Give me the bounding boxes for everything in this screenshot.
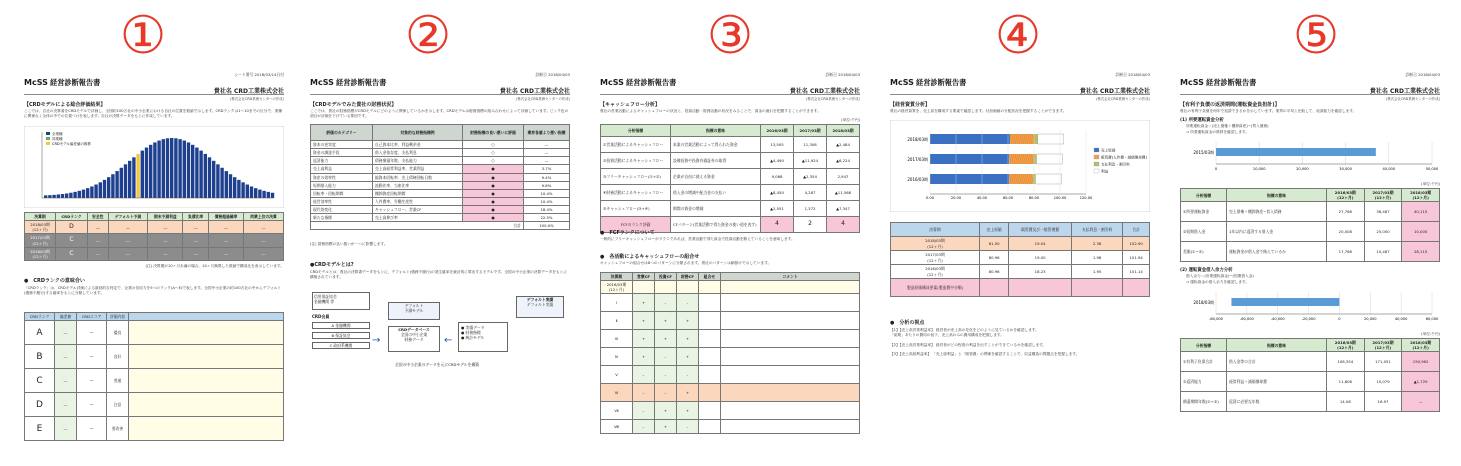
legend-swatch <box>1094 148 1099 152</box>
table-row: Ⅵ – – + <box>601 384 860 402</box>
histogram-bar <box>99 182 102 198</box>
table-row: ①営業活動によるキャッシュフロー 本業の営業活動によって得られた資金 13,505 11,308 ▲2,484 <box>601 137 860 153</box>
report-page-4 <box>886 66 1154 462</box>
company-name: 貴社名 CRD工業株式会社 <box>499 88 570 95</box>
default-list-box: ● 実績データ ● 財務指標 ● 統計モデル <box>458 322 508 352</box>
tick-label: 40,000 <box>1394 317 1408 321</box>
header-rule <box>24 94 284 95</box>
histogram-bar <box>90 186 93 198</box>
diagram-caption: 全国の中小企業のデータを元にCRDモデルを構築 <box>395 362 479 367</box>
tick-label: 40.00 <box>976 196 988 200</box>
table-row: Ⅰ + – – <box>601 294 860 312</box>
histogram-bar <box>136 154 139 198</box>
section-title: 【CRDモデルでみた貴社の財務状況】 <box>310 102 397 108</box>
report-page-1 <box>20 66 288 462</box>
table-row: 新たな指標 売上高伸び率 ● 22.5% <box>311 214 570 222</box>
tick-label: 20.00 <box>950 196 962 200</box>
tick-label: -20,000 <box>1301 317 1316 321</box>
histogram-bar <box>132 157 135 198</box>
legend-label: 利益 <box>1101 169 1109 174</box>
legend-same: 同業種 <box>52 137 63 141</box>
col-period: 決算期 <box>25 213 56 221</box>
table-row: 償還期間年数(①÷②) 返済に必要な年数 14.08 16.97 — <box>1181 392 1440 412</box>
tick-label: 100.00 <box>1053 196 1067 200</box>
tick-label: 30,000 <box>1339 167 1352 171</box>
col-debt: 負債比率 <box>183 213 209 221</box>
doc-title: 経営診断報告書 <box>626 78 677 87</box>
combo-title: ● 各活動によるキャッシュフローの組合せ <box>600 254 700 260</box>
tick-label: 50,000 <box>1425 167 1439 171</box>
fcf-text: 一般的にフリーキャッシュフローがプラスであれば、営業活動で得た資金で投資活動を賄えていることを意味します。 <box>600 237 795 241</box>
company-name: 貴社名 CRD工業株式会社 <box>1079 88 1150 95</box>
doc-title: 経営診断報告書 <box>50 78 101 87</box>
rank-text: 「CRDランク」は、CRDモデル評価による最終的な判定で、企業の信用力を5つのランク(A～E)で表します。全国中小企業の約100万社の中からデフォルト(債務不履行)する確率をもとに分類しています。 <box>24 286 282 296</box>
section-title: 【CRDモデルによる総合評価結果】 <box>24 102 106 108</box>
table-row: 資本の充実度 自己資本比率、利益剰余金 ○ — <box>311 141 570 149</box>
table-row: ②短期借入金 1年以内に返済する借入金 20,008 25,000 10,000 <box>1181 222 1440 242</box>
sub-title-2: (2) 運転資金借入余力分析 <box>1180 268 1233 273</box>
date-meta: 診断日 2018/04/03 <box>1115 72 1150 77</box>
legend-swatch <box>1094 162 1099 166</box>
histogram-bar <box>124 164 127 198</box>
table-row: 製造原価構成要素(製造費中分類) <box>891 279 1150 297</box>
histogram-bar <box>204 154 207 198</box>
intro-text: 貴社の営業活動によるキャッシュフローの状況と、投資活動・財務活動の状況をみることで、資金の流れを把握することができます。 <box>600 109 821 113</box>
col-rank: CRDランク <box>56 213 88 221</box>
histogram-bar <box>191 145 194 198</box>
category-label: 2016/03期 <box>907 177 928 182</box>
company-name: 貴社名 CRD工業株式会社 <box>213 88 284 95</box>
default-box: デフォルト実績 デフォルト実績 <box>516 296 564 318</box>
database-box: CRDデータベース 全国の中小企業 財務データ <box>388 326 440 352</box>
bullet-1: ⇒ 所要運転資金の推移を確認します。 <box>1186 130 1249 134</box>
working-capital-table: 分析指標 指標の意味 2016/03期 (12ヶ月) 2017/03期 (12ヶ月) 2018/03期 (12ヶ月) ①所要運転資金 売上債権＋棚卸資産−買入債務 27,768 36,487 40,115 ②短期借入金 1年以内に返済する借入金 20,008 25,000 10,000 差額(①−②) 運転資金が借入金で賄えているか 17,768 10,487 28,115 <box>1180 188 1440 262</box>
histogram-bar <box>199 151 202 198</box>
histogram-bar <box>174 138 177 198</box>
header-rule <box>1180 94 1440 95</box>
doc-title: 経営診断報告書 <box>336 78 387 87</box>
date-meta: 診断日 2018/04/03 <box>1405 72 1440 77</box>
table-row: D ― ～ 注意 <box>25 393 284 417</box>
histogram-bar <box>241 182 244 198</box>
histogram-bar <box>170 138 173 198</box>
histogram-bar <box>246 185 249 198</box>
histogram-bar <box>57 194 60 198</box>
histogram-bar <box>254 188 257 198</box>
cost-structure-chart <box>890 120 1150 212</box>
histogram-bar <box>262 191 265 198</box>
histogram-bar <box>44 195 47 198</box>
histogram-bar <box>111 174 114 198</box>
member-item: B 保証協会 <box>312 332 370 339</box>
histogram-bar <box>86 188 89 198</box>
intro-text: ここでは、貴社の財務指標がCRDモデルにどのように関係しているかを示します。CRDモデルは財務指標の組み合わせによって評価しています。ピンク色の項目が評価を下げている要因です。 <box>310 109 569 119</box>
table-row: ①有利子負債合計 借入金等の合計 106,354 171,051 150,962 <box>1181 352 1440 372</box>
table-row: ②返済能力 経常利益＋減価償却費 11,806 10,079 ▲1,729 <box>1181 372 1440 392</box>
table-row: ⑤キャッシュフロー(③+④) 期間の資金の増減 ▲2,551 1,372 ▲7,347 <box>601 201 860 217</box>
unit-label: (単位:千円) <box>1421 182 1440 186</box>
histogram-bar <box>237 180 240 198</box>
section-title: 【経営資質分析】 <box>890 102 931 108</box>
data-bar <box>1216 148 1376 156</box>
table-row: ④財務活動によるキャッシュフロー 借入金の増減や配当金の支払い ▲8,450 4,287 ▲11,568 <box>601 185 860 201</box>
histogram-bar <box>52 195 55 198</box>
col-insolvency: 債務超過確率 <box>208 213 243 221</box>
arrow-right-icon: → <box>372 335 381 346</box>
histogram-bar <box>271 193 274 198</box>
stacked-bar-segment <box>930 174 1009 184</box>
stacked-bar-segment <box>1037 154 1063 164</box>
tick-label: 120.00 <box>1079 196 1093 200</box>
histogram-bar <box>120 168 123 198</box>
table-row: ②投資活動によるキャッシュフロー 設備投資や投資有価証券の取得 ▲4,490 ▲11,924 ▲6,224 <box>601 153 860 169</box>
tick-label: 10,000 <box>1252 167 1266 171</box>
header-rule <box>600 94 860 95</box>
table-row: E ― ～ 要改善 <box>25 417 284 441</box>
member-title: CRD会員 <box>312 314 330 319</box>
histogram-bar <box>187 142 190 198</box>
histogram-bar <box>178 139 181 198</box>
tick-label: 0.00 <box>925 196 935 200</box>
tick-label: 0 <box>1338 317 1341 321</box>
arrow-left-icon: ← <box>444 335 453 346</box>
histogram-bar <box>149 145 152 198</box>
page-number-5: ⑤ <box>1292 6 1340 66</box>
crd-model-diagram <box>312 292 568 402</box>
member-box: 信用保証協会 金融機関 等 <box>312 292 370 310</box>
header-note: (株式会社CRD業務センターの作成) <box>230 97 284 101</box>
date-meta: 診断日 2018/04/03 <box>825 72 860 77</box>
cashflow-table: 分析指標 指標の意味 2016/03期 2017/03期 2018/03期 ①営業活動によるキャッシュフロー 本業の営業活動によって得られた資金 13,505 11,308 ▲2,484 ②投資活動によるキャッシュフロー 設備投資や投資有価証券の取得 ▲4,490 ▲11,924 ▲6,224 ③フリーキャッシュフロー(①+②) 企業が自由に使える資金 9,068 ▲2,354 2,947 ④財務活動によるキャッシュフロー 借入金の増減や配当金の支払い ▲8,450 4,287 ▲11,568 ⑤キャッシュフロー(③+④) 期間の資金の増減 ▲2,551 1,372 ▲7,347 FCFのランク評価 CFパターン(営業活動で得た資金の使い道を表す) 4 2 4 <box>600 124 860 233</box>
tick-label: 0 <box>1214 167 1218 171</box>
company-name: 貴社名 CRD工業株式会社 <box>789 88 860 95</box>
header-note: (株式会社CRD業務センターの作成) <box>1386 97 1440 101</box>
fcf-title: ● FCFランクについて <box>600 230 655 236</box>
header-note: (株式会社CRD業務センターの作成) <box>806 97 860 101</box>
table-row: C ― ～ 普通 <box>25 369 284 393</box>
histogram-bar <box>208 157 211 198</box>
histogram-bar <box>258 190 261 198</box>
category-label: 2018/03期 <box>907 137 928 142</box>
stacked-bar-segment <box>930 134 1010 144</box>
table-row: FCFのランク評価 CFパターン(営業活動で得た資金の使い道を表す) 4 2 4 <box>601 217 860 233</box>
crd-category-table: 評価のカテゴリー 対象的な財務指標例 財務指標の良い悪いに評価 業界各値より悪い指標 資本の充実度 自己資本比率、利益剰余金 ○ — 資金の調達手段 借入金依存度、支払利息 ○ — 返済能力 債務償還年数、支払能力 ○ — 売上高利益 売上高経常利益率、営業利益 ● 3.7% 資産の効率性 総資本回転率、売上債権回転日数 ● 9.4% 短期借入能力 流動比率、当座比率 ● 9.8% 回転率・回転期間 棚卸資産回転期間 ● 10.4% 経営効率性 人件費率、労働生産性 ● 10.4% 現代的変化 キャッシュフロー、営業CF ● 18.4% 新たな指標 売上高伸び率 ● 22.5% 合計 100.0% <box>310 124 570 230</box>
header-rule <box>890 94 1150 95</box>
rank-section-title: ● CRDランクの意味合い <box>24 278 85 284</box>
mcss-logo: McSS <box>24 78 48 87</box>
table-row: 2017/03期 (12ヶ月) 80.96 19.00 1.98 101.94 <box>891 251 1150 265</box>
col-upper: 同業上位の決算 <box>244 213 284 221</box>
histogram-bar <box>73 192 76 198</box>
table-footnote: (注) 財務指標の良い悪いが一つに影響します。 <box>310 242 388 246</box>
table-row: Ⅷ – + – <box>601 420 860 434</box>
analysis-text: 【1】【売上高営業利益率】 経営者が売上高の変化をどのように見ているかを確認します。 「前期」あたりの費用の低下、売上高のみの費用構成を把握します。 【2】【売上高営業利益率】 経営者がどの程度の利益を出すことができているかを確認します。 【3】【売上高総利益率】 「売上総利益」と「販管費」の関係を確認することで、収益構造の問題点を把握します。 <box>890 328 1080 357</box>
table-row: 2016/03期 (12ヶ月) <box>601 281 860 294</box>
mcss-logo: McSS <box>310 78 334 87</box>
histogram-bar <box>220 168 223 198</box>
table-row: 2018/03期 (12ヶ月) D ― ― ― ― ― ― <box>25 221 284 234</box>
table-row: 差額(①−②) 運転資金が借入金で賄えているか 17,768 10,487 28,115 <box>1181 242 1440 262</box>
cost-table: 決算期 売上原価 販管費及び一般管理費 支払利息・割引料 合計 2018/03期 (12ヶ月) 61.50 19.04 2.36 102.90 2017/03期 (12ヶ月) 80.96 19.00 1.98 101.94 2016/03期 (12ヶ月) 80.96 18.23 1.95 101.14 製造原価構成要素(製造費中分類) <box>890 222 1150 297</box>
formula-1: 所要運転資金＝(売上債権＋棚卸資産)−(買入債務) <box>1186 124 1269 128</box>
legend-label: 売上原価 <box>1101 148 1116 153</box>
sheet-meta: シート番号 2018/03/14日付 <box>234 72 284 77</box>
mcss-logo: McSS <box>600 78 624 87</box>
model-box: デフォルト 予測モデル <box>388 302 440 320</box>
intro-text: 貴社の経営資質を、売上高を構成する要素で確認します。付加価値の分配状況を把握することができます。 <box>890 109 1067 113</box>
table-row: Ⅶ – + + <box>601 402 860 420</box>
stacked-bar-segment <box>1035 134 1038 144</box>
table-row: 返済能力 債務償還年数、支払能力 ○ — <box>311 157 570 165</box>
intro-text: ここでは、自社の決算書をCRDモデルで評価し、全国約100万社の中小企業における自社の位置を数値で示します。CRDランクは1～10までの区分で、業種に関係なく全体の中での位置づけを表します。自社の決算データをもとに作成しています。 <box>24 109 283 119</box>
table-row: 短期借入能力 流動比率、当座比率 ● 9.8% <box>311 181 570 189</box>
histogram-bar <box>157 141 160 198</box>
table-row: 売上高利益 売上高経常利益率、営業利益 ● 3.7% <box>311 165 570 173</box>
histogram-bar <box>103 180 106 198</box>
legend-trend: CRDモデル偏差値の推移 <box>52 142 91 146</box>
histogram-bar <box>195 148 198 198</box>
histogram-bar <box>233 177 236 198</box>
doc-title: 経営診断報告書 <box>916 78 967 87</box>
page-number-3: ③ <box>706 6 754 66</box>
legend-label: 販管費(人件費・減価償却費) <box>1101 155 1147 160</box>
table-footnote: (注) 決算期が10ヶ月未満の場合、10ヶ月換算した数値で構成比を表示しています。 <box>145 264 284 268</box>
crd-histogram <box>24 126 284 208</box>
crd-model-text: CRDモデルとは、貴社の決算書データをもとに、デフォルト(債務不履行)の発生確率を統計的に算出するモデルです。全国の中小企業の決算データをもとに構築されています。 <box>310 270 568 280</box>
doc-title: 経営診断報告書 <box>1206 78 1257 87</box>
tick-label: 20,000 <box>1296 167 1309 171</box>
section-title: 【有利子負債の返済期間(運転資金負担計)】 <box>1180 102 1280 108</box>
col-profit: 期末予測利益 <box>148 213 183 221</box>
table-row: 資金の調達手段 借入金依存度、支払利息 ○ — <box>311 149 570 157</box>
stacked-bar-segment <box>1033 174 1036 184</box>
table-row: Ⅴ – – – <box>601 366 860 384</box>
stacked-bar-segment <box>1035 174 1061 184</box>
table-row: 資産の効率性 総資本回転率、売上債権回転日数 ● 9.4% <box>311 173 570 181</box>
histogram-bar <box>115 171 118 198</box>
tick-label: 80.00 <box>1028 196 1040 200</box>
intro-text: 貴社の有利子負債を何年で返済できるかを示しています。業界の平均と比較して、返済能力を確認します。 <box>1180 109 1357 113</box>
mcss-logo: McSS <box>1180 78 1204 87</box>
working-capital-chart <box>1180 138 1440 182</box>
formula-2: 借入余力＝(所要運転資金)−(短期借入金) <box>1186 274 1254 278</box>
table-row: Ⅲ + + + <box>601 330 860 348</box>
tick-label: -60,000 <box>1239 317 1254 321</box>
table-row: 経営効率性 人件費率、労働生産性 ● 10.4% <box>311 197 570 205</box>
table-row: 2018/03期 (12ヶ月) 61.50 19.04 2.36 102.90 <box>891 237 1150 251</box>
histogram-bar <box>212 161 215 198</box>
page-number-2: ② <box>404 6 452 66</box>
crd-model-title: ●CRDモデルとは? <box>310 262 354 268</box>
histogram-bar <box>82 190 85 198</box>
histogram-bar <box>153 142 156 198</box>
histogram-bar <box>216 164 219 198</box>
legend-all: 全業種 <box>52 132 63 136</box>
histogram-bar <box>128 161 131 198</box>
crd-result-table <box>24 212 284 261</box>
tick-label: 40,000 <box>1382 167 1396 171</box>
histogram-bar <box>48 195 51 198</box>
date-meta: 診断日 2018/04/03 <box>535 72 570 77</box>
col-safety: 安全性 <box>87 213 108 221</box>
member-item: A 金融機関 <box>312 322 370 329</box>
table-row: ①所要運転資金 売上債権＋棚卸資産−買入債務 27,768 36,487 40,115 <box>1181 202 1440 222</box>
table-row: Ⅱ + + + <box>601 312 860 330</box>
histogram-bar <box>107 177 110 198</box>
debt-table: 分析指標 指標の意味 2016/03期 (12ヶ月) 2017/03期 (12ヶ月) 2018/03期 (12ヶ月) ①有利子負債合計 借入金等の合計 106,354 171,051 150,962 ②返済能力 経常利益＋減価償却費 11,806 10,079 ▲1,729 償還期間年数(①÷②) 返済に必要な年数 14.08 16.97 — <box>1180 338 1440 412</box>
report-page-2 <box>306 66 574 462</box>
page-number-4: ④ <box>994 6 1042 66</box>
histogram-bar <box>78 191 81 198</box>
table-row: ③フリーキャッシュフロー(①+②) 企業が自由に使える資金 9,068 ▲2,354 2,947 <box>601 169 860 185</box>
category-label: 2017/03期 <box>907 157 928 162</box>
legend-swatch <box>1094 155 1099 159</box>
mcss-logo: McSS <box>890 78 914 87</box>
table-row: 現代的変化 キャッシュフロー、営業CF ● 18.4% <box>311 206 570 214</box>
tick-label: 60,000 <box>1425 317 1439 321</box>
histogram-bar <box>267 192 270 198</box>
histogram-bar <box>162 139 165 198</box>
table-row: A ― ～ 優良 <box>25 321 284 345</box>
histogram-bar <box>250 186 253 198</box>
histogram-bar <box>141 151 144 198</box>
tick-label: -80,000 <box>1209 317 1223 321</box>
borrowing-capacity-chart <box>1180 288 1440 332</box>
table-row: 2016/03期 (12ヶ月) C ― ― ― ― ― ― <box>25 247 284 260</box>
category-label: 2018/03期 <box>1193 300 1214 305</box>
histogram-bar <box>225 171 228 198</box>
sub-title-1: (1) 所要運転資金分析 <box>1180 118 1224 123</box>
combo-text: キャッシュフローの組合せは8つのパターンに分類されます。貴社のパターンは網掛けで示しています。 <box>600 261 772 265</box>
table-row: B ― ～ 良好 <box>25 345 284 369</box>
tick-label: -40,000 <box>1270 317 1285 321</box>
unit-label: (単位:千円) <box>1421 332 1440 336</box>
histogram-bar <box>145 148 148 198</box>
stacked-bar-segment <box>930 154 1009 164</box>
report-page-3 <box>596 66 864 462</box>
bullet-2: ⇒ 運転資金の借入余力を確認します。 <box>1186 280 1249 284</box>
stacked-bar-segment <box>1034 154 1037 164</box>
histogram-bar <box>94 185 97 198</box>
table-row: 2016/03期 (12ヶ月) 80.96 18.23 1.95 101.14 <box>891 265 1150 279</box>
member-item: C 政府系機関 <box>312 342 370 349</box>
histogram-bar <box>65 193 68 198</box>
col-default: デフォルト予測 <box>108 213 148 221</box>
section-title: 【キャッシュフロー分析】 <box>600 102 660 108</box>
table-row: 2017/03期 (12ヶ月) C ― ― ― ― ― ― <box>25 234 284 247</box>
header-rule <box>310 94 570 95</box>
header-note: (株式会社CRD業務センターの作成) <box>516 97 570 101</box>
histogram-bar <box>166 138 169 198</box>
histogram-bar <box>69 193 72 198</box>
tick-label: 20,000 <box>1363 317 1377 321</box>
category-label: 2015/03期 <box>1193 150 1214 155</box>
company-name: 貴社名 CRD工業株式会社 <box>1369 88 1440 95</box>
table-row: Ⅳ + – + <box>601 348 860 366</box>
unit-label: (単位:千円) <box>841 118 860 122</box>
histogram-bar <box>183 141 186 198</box>
table-row: 合計 100.0% <box>311 222 570 230</box>
histogram-bar <box>229 174 232 198</box>
histogram-bar <box>61 194 64 198</box>
table-row: 回転率・回転期間 棚卸資産回転期間 ● 10.4% <box>311 189 570 197</box>
legend-swatch <box>1094 169 1099 173</box>
header-note: (株式会社CRD業務センターの作成) <box>1096 97 1150 101</box>
rank-table: CRDランク 偏差値 CRDスコア 評価内容 A ― ～ 優良 B ― ～ 良好 C ― ～ 普通 D ― ～ 注意 E ― ～ 要改善 <box>24 312 284 441</box>
legend-label: 支払利息・割引料 <box>1101 162 1130 167</box>
tick-label: 60.00 <box>1002 196 1014 200</box>
pattern-table: 決算期 営業CF 投資CF 財務CF 組合せ コメント 2016/03期 (12ヶ月) Ⅰ + – – Ⅱ + + + Ⅲ + + + Ⅳ + – + Ⅴ – – – Ⅵ – – + Ⅶ – + + Ⅷ – + – <box>600 272 860 434</box>
page-number-1: ① <box>119 6 167 66</box>
analysis-title: ● 分析の視点 <box>890 320 925 326</box>
report-page-5 <box>1176 66 1444 462</box>
data-bar <box>1231 298 1339 306</box>
